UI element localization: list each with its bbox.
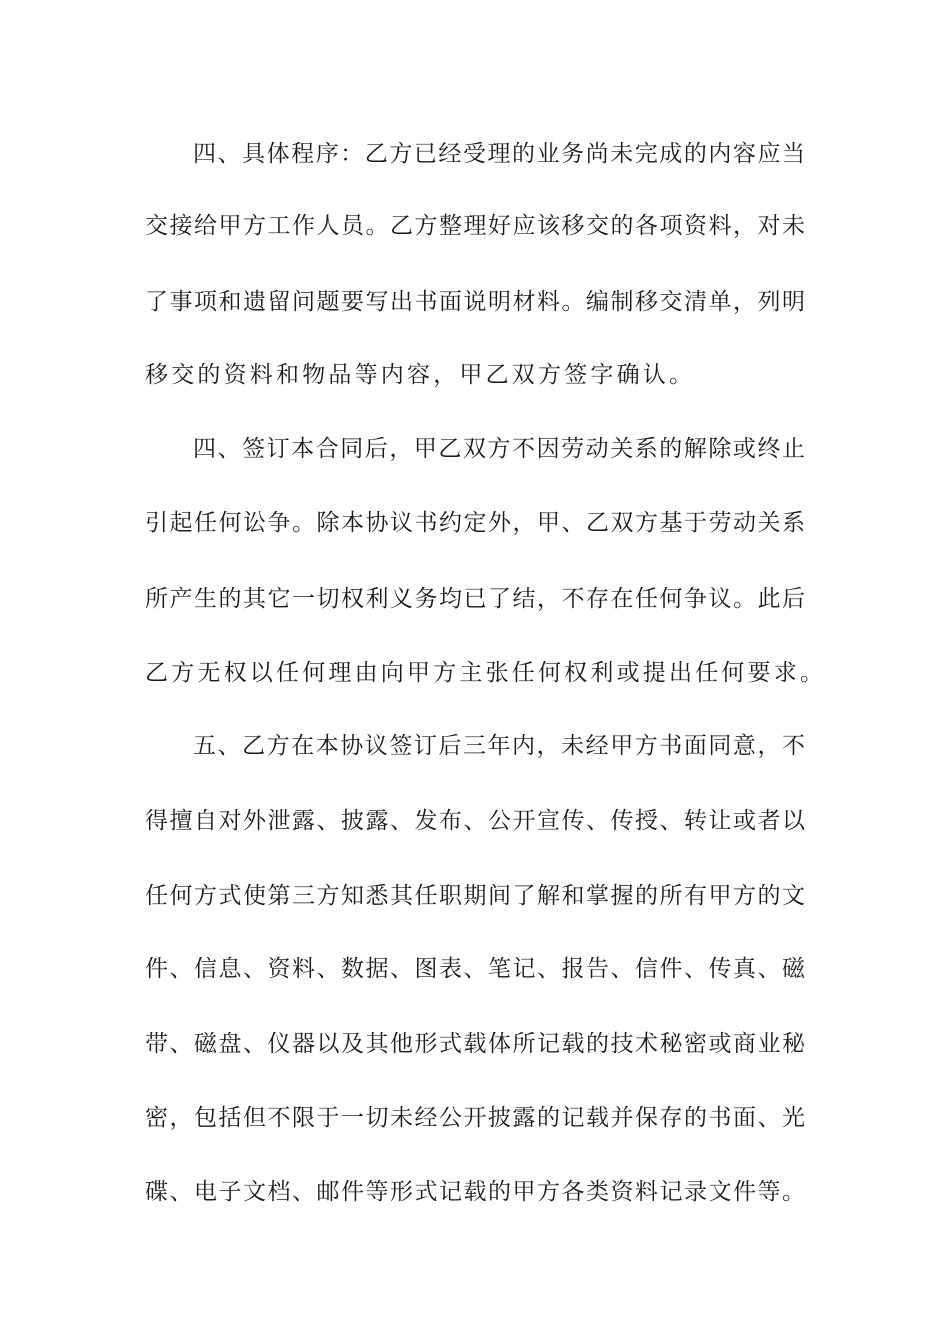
paragraph-line: 四、签订本合同后，甲乙双方不因劳动关系的解除或终止 [193, 436, 805, 462]
paragraph-line: 乙方无权以任何理由向甲方主张任何权利或提出任何要求。 [145, 660, 827, 686]
paragraph-line: 引起任何讼争。除本协议书约定外，甲、乙双方基于劳动关系 [145, 510, 805, 536]
paragraph-line: 移交的资料和物品等内容，甲乙双方签字确认。 [145, 362, 696, 388]
paragraph-line: 五、乙方在本协议签订后三年内，未经甲方书面同意，不 [193, 733, 805, 759]
paragraph-line: 得擅自对外泄露、披露、发布、公开宣传、传授、转让或者以 [145, 808, 805, 834]
paragraph-line: 所产生的其它一切权利义务均已了结，不存在任何争议。此后 [145, 586, 805, 612]
paragraph-line: 任何方式使第三方知悉其任职期间了解和掌握的所有甲方的文 [145, 883, 805, 909]
paragraph-line: 碟、电子文档、邮件等形式记载的甲方各类资料记录文件等。 [145, 1179, 805, 1205]
paragraph-line: 密，包括但不限于一切未经公开披露的记载并保存的书面、光 [145, 1105, 805, 1131]
paragraph-line: 件、信息、资料、数据、图表、笔记、报告、信件、传真、磁 [145, 956, 805, 982]
paragraph-line: 带、磁盘、仪器以及其他形式载体所记载的技术秘密或商业秘 [145, 1031, 805, 1057]
paragraph-line: 了事项和遗留问题要写出书面说明材料。编制移交清单，列明 [145, 289, 805, 315]
paragraph-line: 交接给甲方工作人员。乙方整理好应该移交的各项资料，对未 [145, 213, 805, 239]
paragraph-line: 四、具体程序：乙方已经受理的业务尚未完成的内容应当 [193, 141, 805, 167]
